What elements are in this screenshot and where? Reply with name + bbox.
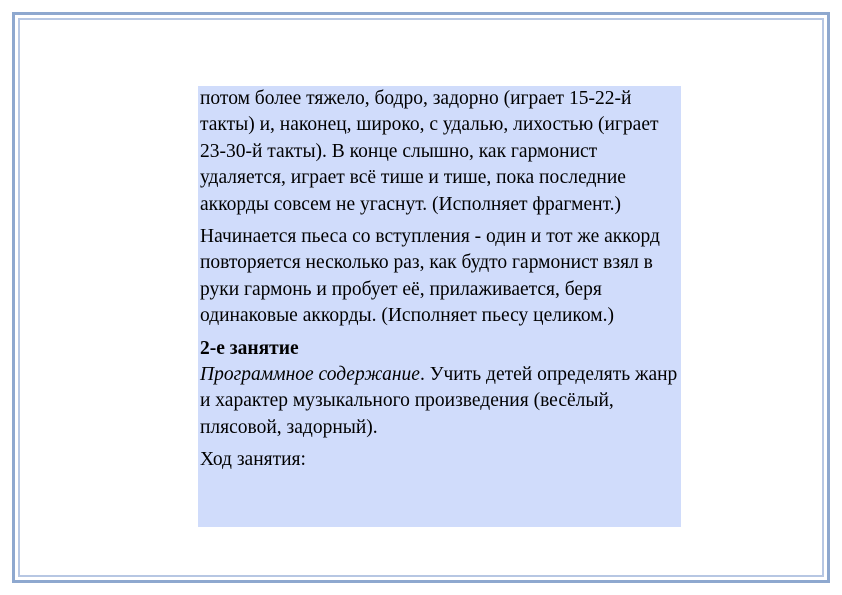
text-block <box>198 86 681 527</box>
paragraph-2: Начинается пьеса со вступления - один и тот же аккорд повторяется несколько раз, как будто гармонист взял в руки гармонь и пробует её, прилаживается, беря одинаковые аккорды. (Исполняет пьесу целиком.) <box>200 226 660 327</box>
program-paragraph <box>200 362 679 441</box>
lesson-heading: 2-е занятие <box>200 337 299 359</box>
lesson-flow: Ход занятия: <box>200 449 306 471</box>
program-text: . Учить детей определять жанр и характер музыкального произведения (весёлый, плясовой, задорный). <box>200 364 678 438</box>
program-label: Программное содержание <box>200 364 420 386</box>
paragraph-1: потом более тяжело, бодро, задорно (играет 15-22-й такты) и, наконец, широко, с удалью, лихостью (играет 23-30-й такты). В конце слышно, как гармонист удаляется, играет всё тише и тише, пока последние аккорды совсем не угаснут. (Исполняет фрагмент.) <box>200 88 659 215</box>
